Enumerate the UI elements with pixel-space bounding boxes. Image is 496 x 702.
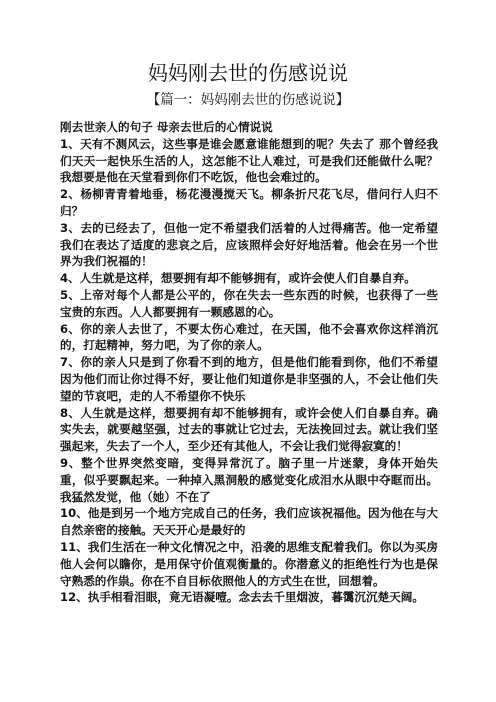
paragraph-item: 5、上帝对每个人都是公平的，你在失去一些东西的时候，也获得了一些宝贵的东西。人人都要拥有一颗感恩的心。 (60, 287, 438, 319)
document-body (60, 119, 438, 606)
paragraph-item: 2、杨柳青青着地垂，杨花漫漫搅天飞。柳条折尺花飞尽，借问行人归不归？ (60, 187, 438, 218)
paragraph-item: 7、你的亲人只是到了你看不到的地方，但是他们能看到你，他们不希望因为他们而让你过得不好，要让他们知道你是非坚强的人，不会让他们失望的节哀吧，走的人不希望你不快乐 (60, 355, 438, 403)
paragraph-item: 3、去的已经去了，但他一定不希望我们活着的人过得痛苦。他一定希望我们在表达了适度的悲哀之后，应该照样会好好地活着。他会在另一个世界为我们祝福的！ (60, 220, 438, 269)
paragraph-heading: 刚去世亲人的句子 母亲去世后的心情说说 (60, 120, 273, 134)
document-subtitle: 【篇一：妈妈刚去世的伤感说说】 (146, 92, 350, 108)
paragraph-item: 12、执手相看泪眼，竟无语凝噎。念去去千里烟波，暮霭沉沉楚天阔。 (60, 590, 424, 605)
document-title: 妈妈刚去世的伤感说说 (148, 61, 348, 85)
paragraph-item: 9、整个世界突然变暗，变得异常沉了。脑子里一片迷蒙，身体开始失重，似乎要飘起来。一种掉入黑洞般的感觉变化成泪水从眼中夺眶而出。我猛然发觉，他（她）不在了 (60, 455, 438, 504)
paragraph-item: 1、天有不测风云，这些事是谁会愿意谁能想到的呢？失去了 那个曾经我们天天一起快乐生活的人，这怎能不让人难过，可是我们还能做什么呢？我想要是他在天堂看到你们不吃饭，他也会难过的。 (60, 136, 438, 185)
paragraph-item: 6、你的亲人去世了，不要太伤心难过，在天国，他不会喜欢你这样消沉的，打起精神，努力吧，为了你的亲人。 (60, 321, 438, 353)
paragraph-item: 8、人生就是这样，想要拥有却不能够拥有，或许会使人们自暴自弃。确实失去，就要越坚强，过去的事就让它过去，无法挽回过去。就让我们坚强起来，失去了一个人，至少还有其他人，不会让我们觉得寂寞的！ (60, 405, 438, 454)
paragraph-item: 4、人生就是这样，想要拥有却不能够拥有，或许会使人们自暴自弃。 (60, 271, 416, 286)
paragraph-item: 11、我们生活在一种文化情况之中，沿袭的思维支配着我们。你以为买房他人会何以瞻你，是用保守价值观衡量的。你潜意义的拒绝性行为也是保守熟悉的作祟。你在不自目标依照他人的方式生在世，回想着。 (60, 539, 438, 588)
paragraph-item: 10、他是到另一个地方完成自己的任务，我们应该祝福他。因为他在与大自然亲密的接触。天天开心是最好的 (60, 506, 438, 538)
